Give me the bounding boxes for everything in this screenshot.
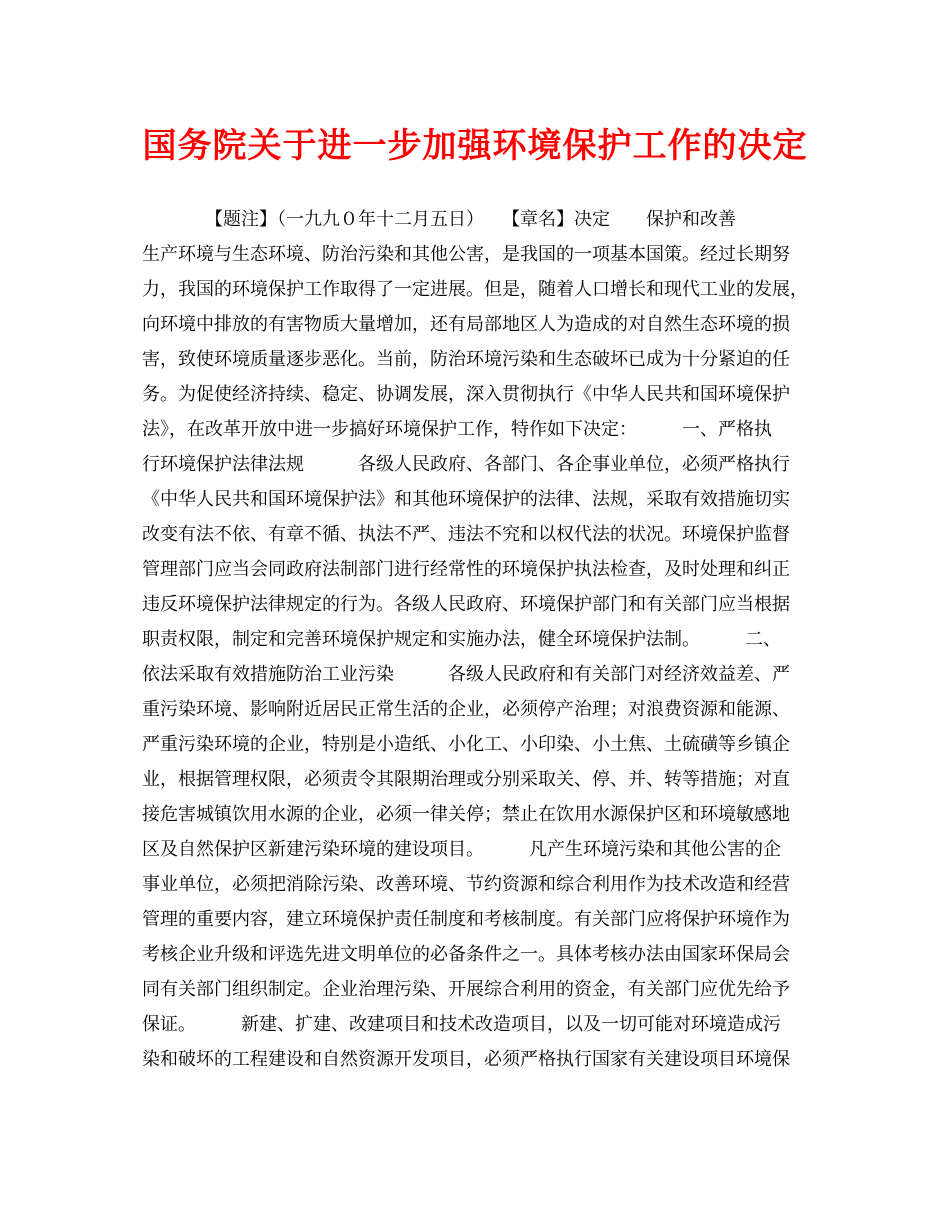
- body-line: 事业单位，必须把消除污染、改善环境、节约资源和综合利用作为技术改造和经营: [142, 874, 790, 895]
- body-line: 《中华人民共和国环境保护法》和其他环境保护的法律、法规，采取有效措施切实: [142, 489, 790, 510]
- body-line: 考核企业升级和评选先进文明单位的必备条件之一。具体考核办法由国家环保局会: [142, 944, 790, 965]
- body-line: 区及自然保护区新建污染环境的建设项目。 凡产生环境污染和其他公害的企: [142, 839, 781, 860]
- body-line: 重污染环境、影响附近居民正常生活的企业，必须停产治理；对浪费资源和能源、: [142, 699, 790, 720]
- body-line: 同有关部门组织制定。企业治理污染、开展综合利用的资金，有关部门应优先给予: [142, 979, 790, 1000]
- body-line: 【题注】（一九九０年十二月五日） 【章名】决定 保护和改善: [142, 209, 736, 230]
- document-title: 国务院关于进一步加强环境保护工作的决定: [142, 126, 808, 166]
- body-line: 管理的重要内容，建立环境保护责任制度和考核制度。有关部门应将保护环境作为: [142, 909, 790, 930]
- body-line: 业，根据管理权限，必须责令其限期治理或分别采取关、停、并、转等措施；对直: [142, 769, 790, 790]
- body-line: 职责权限，制定和完善环境保护规定和实施办法，健全环境保护法制。 二、: [142, 629, 781, 650]
- body-line: 害，致使环境质量逐步恶化。当前，防治环境污染和生态破坏已成为十分紧迫的任: [142, 349, 790, 370]
- body-line: 染和破坏的工程建设和自然资源开发项目，必须严格执行国家有关建设项目环境保: [142, 1049, 790, 1070]
- body-line: 力，我国的环境保护工作取得了一定进展。但是，随着人口增长和现代工业的发展，: [142, 279, 808, 300]
- body-line: 改变有法不依、有章不循、执法不严、违法不究和以权代法的状况。环境保护监督: [142, 524, 790, 545]
- body-line: 接危害城镇饮用水源的企业，必须一律关停；禁止在饮用水源保护区和环境敏感地: [142, 804, 790, 825]
- body-line: 保证。 新建、扩建、改建项目和技术改造项目，以及一切可能对环境造成污: [142, 1014, 781, 1035]
- body-line: 法》，在改革开放中进一步搞好环境保护工作，特作如下决定： 一、严格执: [142, 419, 772, 440]
- body-line: 生产环境与生态环境、防治污染和其他公害，是我国的一项基本国策。经过长期努: [142, 244, 790, 265]
- body-line: 违反环境保护法律规定的行为。各级人民政府、环境保护部门和有关部门应当根据: [142, 594, 790, 615]
- body-line: 务。为促使经济持续、稳定、协调发展，深入贯彻执行《中华人民共和国环境保护: [142, 384, 790, 405]
- document-body: [142, 202, 808, 1077]
- body-line: 依法采取有效措施防治工业污染 各级人民政府和有关部门对经济效益差、严: [142, 664, 790, 685]
- body-line: 管理部门应当会同政府法制部门进行经常性的环境保护执法检查，及时处理和纠正: [142, 559, 790, 580]
- body-line: 行环境保护法律法规 各级人民政府、各部门、各企事业单位，必须严格执行: [142, 454, 790, 475]
- body-line: 向环境中排放的有害物质大量增加，还有局部地区人为造成的对自然生态环境的损: [142, 314, 790, 335]
- body-line: 严重污染环境的企业，特别是小造纸、小化工、小印染、小土焦、土硫磺等乡镇企: [142, 734, 790, 755]
